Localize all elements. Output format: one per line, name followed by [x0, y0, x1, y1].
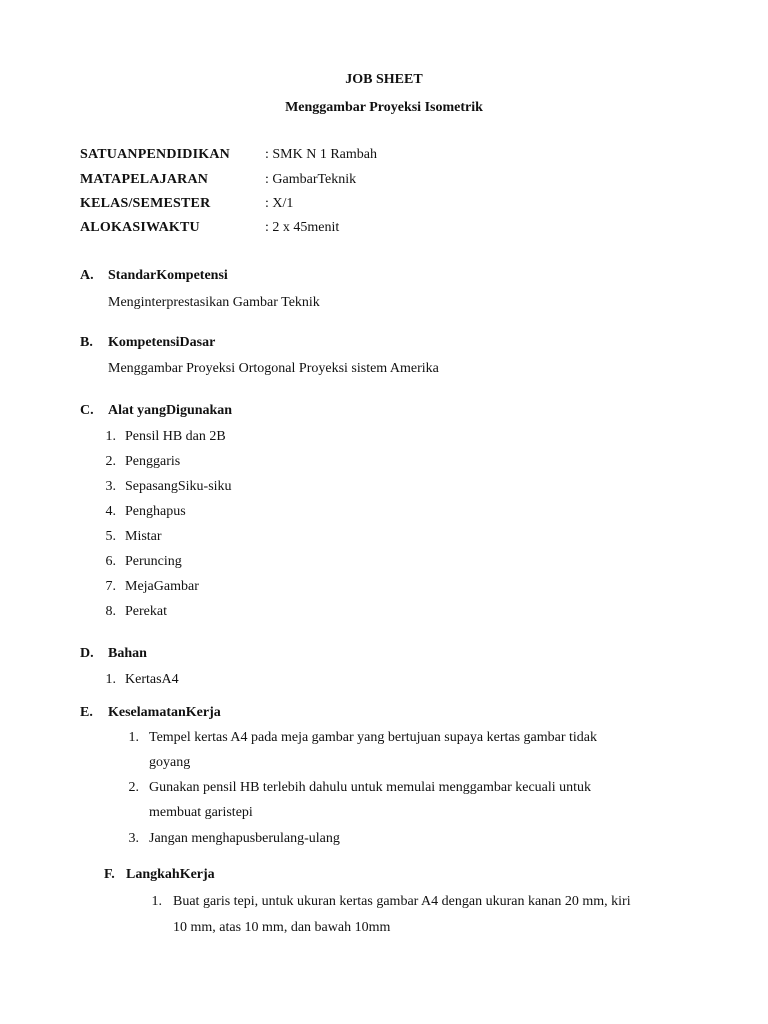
list-item-text: SepasangSiku-siku — [125, 479, 232, 494]
list-item-number: 5. — [105, 529, 116, 544]
list-item-number: 7. — [105, 579, 116, 594]
info-value-alokasi: : 2 x 45menit — [265, 220, 340, 235]
info-value-satuan: : SMK N 1 Rambah — [265, 147, 377, 162]
section-e-title: KeselamatanKerja — [108, 705, 221, 720]
list-item-text: MejaGambar — [125, 579, 199, 594]
list-item-text-continued: goyang — [149, 755, 191, 770]
section-e-letter: E. — [80, 705, 93, 720]
section-d-title: Bahan — [108, 646, 147, 661]
section-f-letter: F. — [104, 867, 115, 882]
list-item-number: 3. — [128, 831, 139, 846]
list-item-number: 1. — [128, 730, 139, 745]
list-item-text: Penggaris — [125, 454, 181, 469]
list-item-text: Perekat — [125, 604, 167, 619]
list-item-number: 4. — [105, 504, 116, 519]
list-item-number: 6. — [105, 554, 116, 569]
list-item-number: 8. — [105, 604, 116, 619]
list-item-number: 2. — [105, 454, 116, 469]
list-item-text: Pensil HB dan 2B — [125, 429, 226, 444]
list-item-text: Jangan menghapusberulang-ulang — [149, 831, 340, 846]
list-item-number: 1. — [105, 429, 116, 444]
section-c-title: Alat yangDigunakan — [108, 403, 233, 418]
list-item-text-continued: membuat garistepi — [149, 805, 253, 820]
list-item-text: Tempel kertas A4 pada meja gambar yang bertujuan supaya kertas gambar tidak — [149, 730, 598, 745]
document-title: JOB SHEET — [345, 72, 423, 87]
list-item-number: 2. — [128, 780, 139, 795]
section-b-letter: B. — [80, 335, 93, 350]
section-a-title: StandarKompetensi — [108, 268, 228, 283]
list-item-text: Penghapus — [125, 504, 186, 519]
section-a-letter: A. — [80, 268, 94, 283]
info-label-kelas: KELAS/SEMESTER — [80, 196, 211, 211]
section-f-title: LangkahKerja — [126, 867, 215, 882]
list-item-number: 1. — [151, 894, 162, 909]
list-item-text: Mistar — [125, 529, 162, 544]
info-label-satuan: SATUANPENDIDIKAN — [80, 147, 230, 162]
list-item-text: Gunakan pensil HB terlebih dahulu untuk memulai menggambar kecuali untuk — [149, 780, 592, 795]
info-label-mapel: MATAPELAJARAN — [80, 172, 209, 187]
section-b-body: Menggambar Proyeksi Ortogonal Proyeksi sistem Amerika — [108, 361, 439, 376]
section-a-body: Menginterprestasikan Gambar Teknik — [108, 295, 320, 310]
document-subtitle: Menggambar Proyeksi Isometrik — [285, 100, 483, 115]
info-value-mapel: : GambarTeknik — [265, 172, 357, 187]
section-b-title: KompetensiDasar — [108, 335, 216, 350]
list-item-text: KertasA4 — [125, 672, 179, 687]
list-item-text-continued: 10 mm, atas 10 mm, dan bawah 10mm — [173, 920, 391, 935]
section-c-letter: C. — [80, 403, 94, 418]
info-label-alokasi: ALOKASIWAKTU — [80, 220, 200, 235]
list-item-number: 3. — [105, 479, 116, 494]
section-d-letter: D. — [80, 646, 94, 661]
list-item-number: 1. — [105, 672, 116, 687]
list-item-text: Buat garis tepi, untuk ukuran kertas gambar A4 dengan ukuran kanan 20 mm, kiri — [173, 894, 631, 909]
list-item-text: Peruncing — [125, 554, 182, 569]
info-value-kelas: : X/1 — [265, 196, 294, 211]
